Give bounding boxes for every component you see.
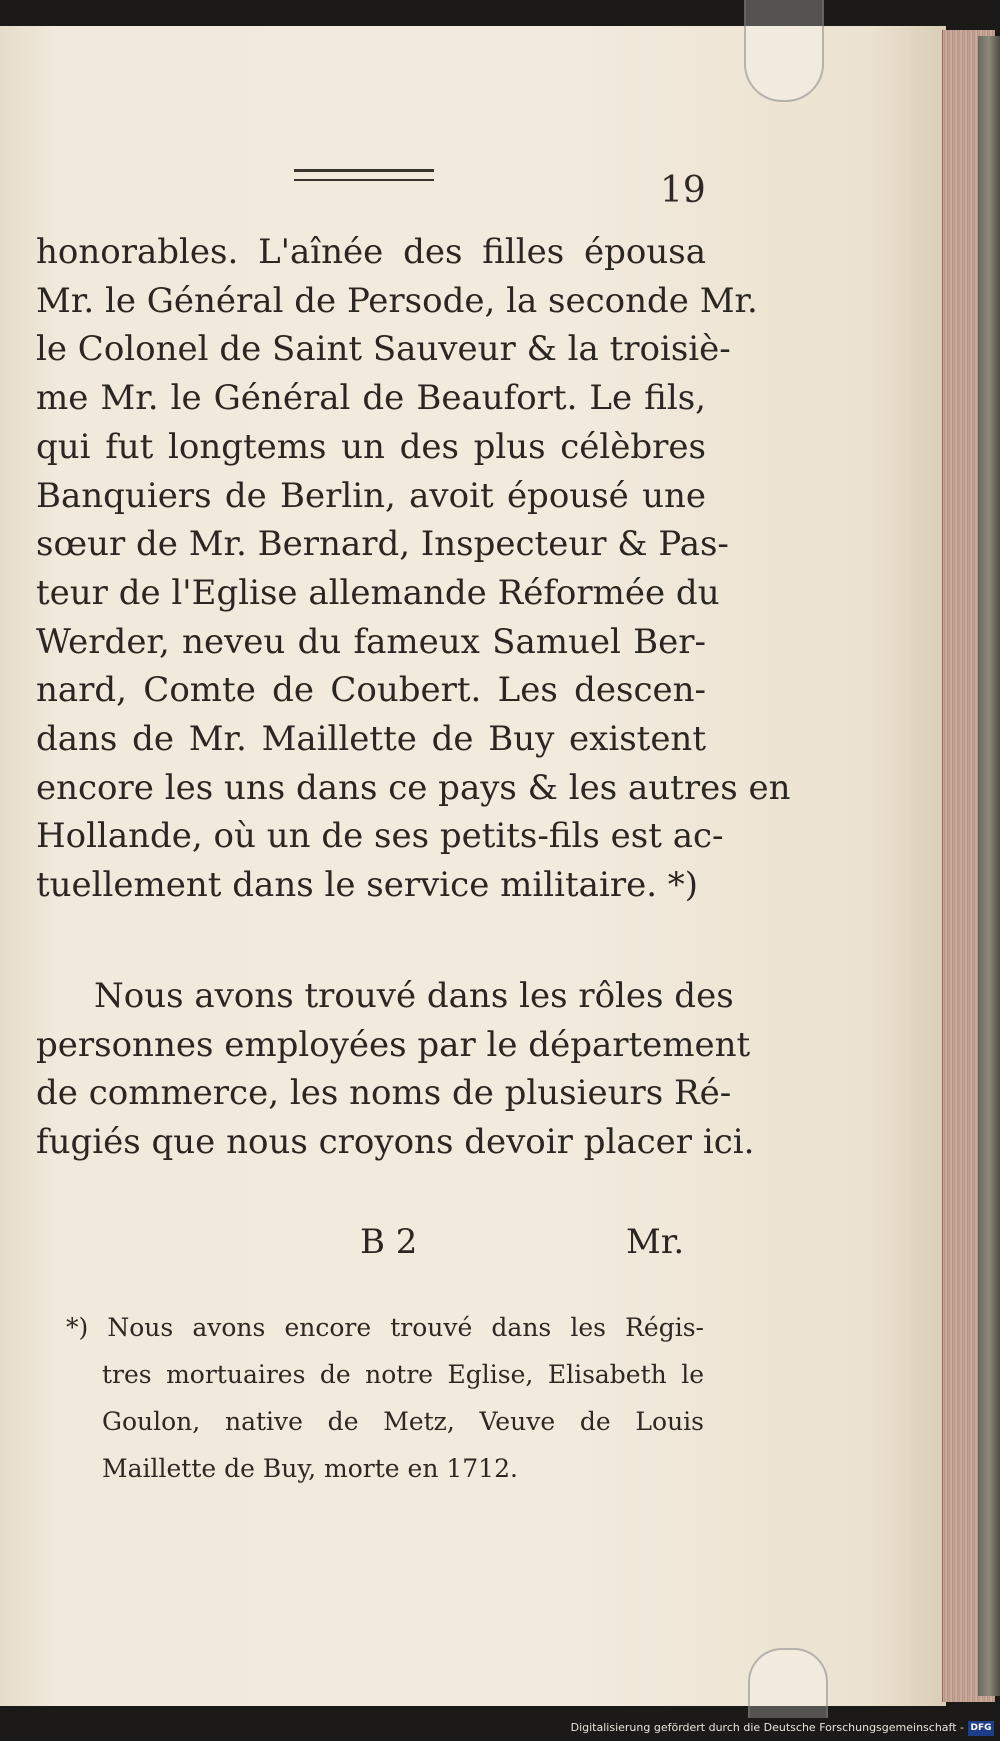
digitization-footer <box>0 1718 1000 1741</box>
text-line: Nous avons trouvé dans les rôles des <box>94 976 734 1016</box>
text-line: teur de l'Eglise allemande Réformée du <box>36 572 720 613</box>
paragraph-1 <box>36 228 791 910</box>
top-page-clip <box>744 0 824 102</box>
catchword: Mr. <box>626 1222 685 1262</box>
text-line: personnes employées par le département <box>36 1024 751 1065</box>
text-line: honorables. L'aînée des filles épousa <box>36 232 706 272</box>
signature-mark: B 2 <box>360 1222 418 1262</box>
text-line: encore les uns dans ce pays & les autres en <box>36 767 791 808</box>
bottom-page-clip <box>748 1648 828 1718</box>
page-number: 19 <box>660 170 706 211</box>
text-line: qui fut longtems un des plus célèbres <box>36 426 706 467</box>
text-line: Werder, neveu du fameux Samuel Ber- <box>36 621 706 662</box>
text-line: de commerce, les noms de plusieurs Ré- <box>36 1073 732 1114</box>
text-line: Banquiers de Berlin, avoit épousé une <box>36 475 706 516</box>
text-line: Hollande, où un de ses petits-fils est ac- <box>36 816 724 857</box>
footnote <box>66 1304 704 1492</box>
text-line: nard, Comte de Coubert. Les descen- <box>36 670 706 711</box>
text-line: me Mr. le Général de Beaufort. Le fils, <box>36 378 706 419</box>
footnote-line: *) Nous avons encore trouvé dans les Régis- <box>66 1313 704 1342</box>
footer-credit: Digitalisierung gefördert durch die Deutsche Forschungsgemeinschaft - <box>570 1721 964 1734</box>
text-line: Mr. le Général de Persode, la seconde Mr. <box>36 280 758 321</box>
footnote-line: tres mortuaires de notre Eglise, Elisabeth le <box>102 1360 704 1389</box>
text-line: sœur de Mr. Bernard, Inspecteur & Pas- <box>36 524 729 565</box>
header-rule <box>294 169 434 181</box>
footnote-line: Maillette de Buy, morte en 1712. <box>102 1454 518 1483</box>
paragraph-2 <box>36 972 755 1167</box>
dfg-logo: DFG <box>968 1721 994 1736</box>
book-cover <box>978 36 1000 1696</box>
text-line: fugiés que nous croyons devoir placer ici. <box>36 1122 755 1163</box>
text-line: dans de Mr. Maillette de Buy existent <box>36 719 706 760</box>
text-line: le Colonel de Saint Sauveur & la troisiè- <box>36 329 731 370</box>
footnote-line: Goulon, native de Metz, Veuve de Louis <box>102 1407 704 1436</box>
text-line: tuellement dans le service militaire. *) <box>36 865 699 906</box>
